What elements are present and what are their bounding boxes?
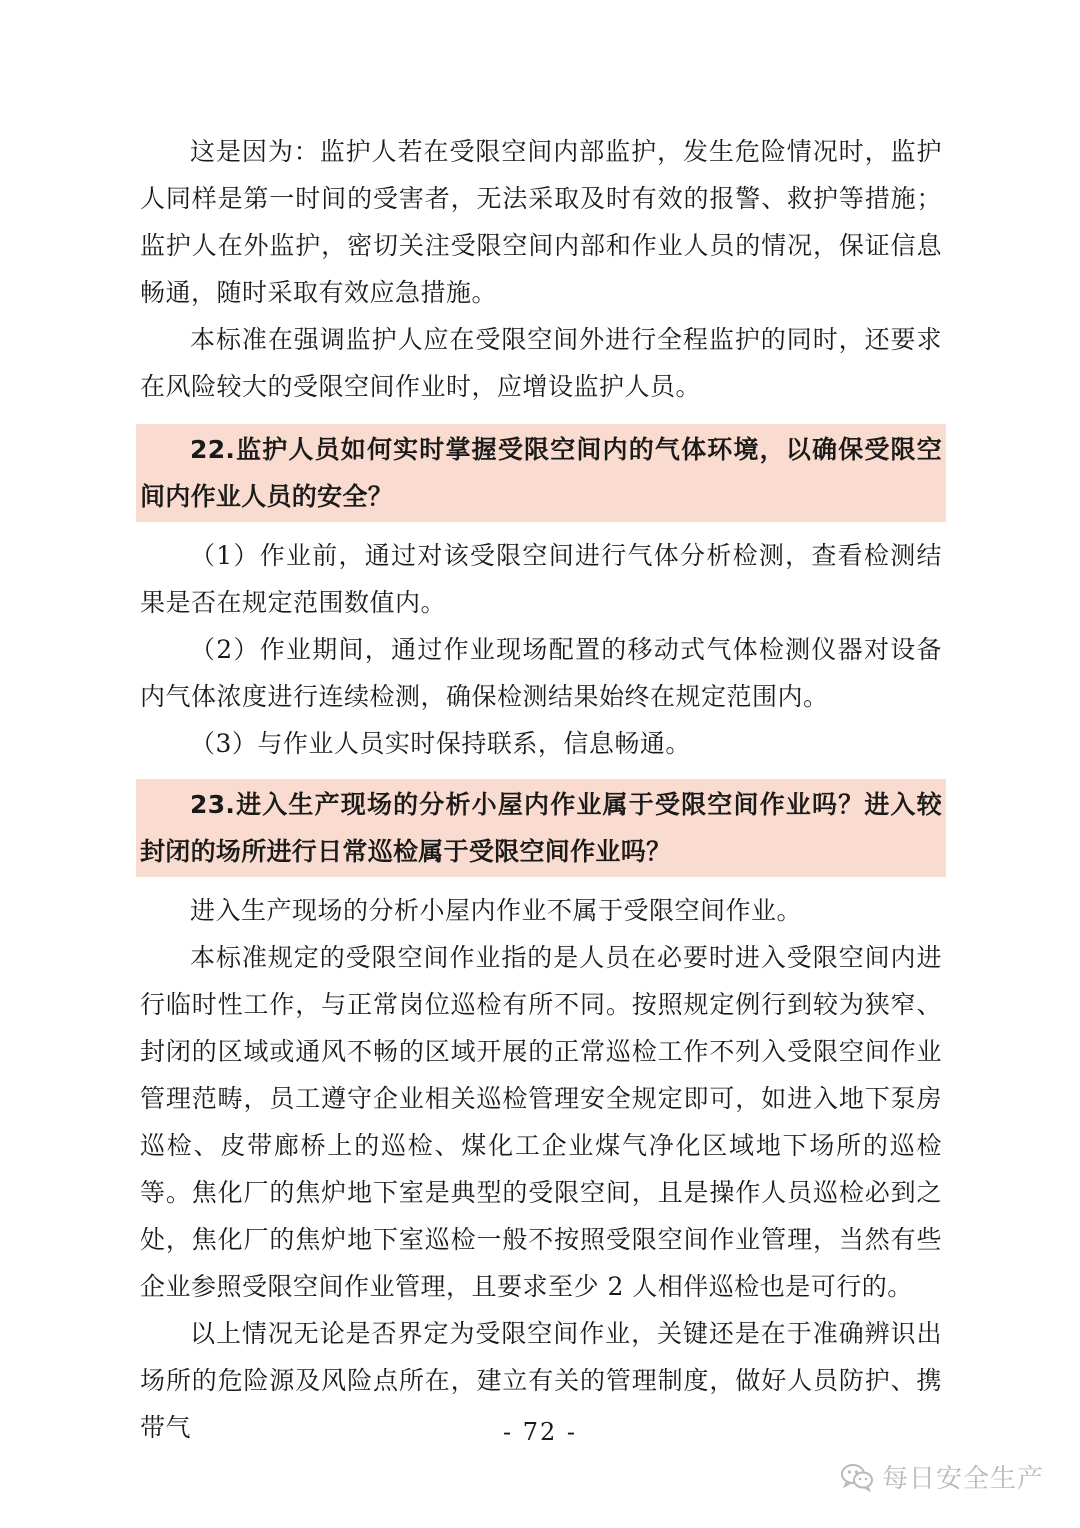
- question-22-box: [136, 424, 946, 522]
- watermark-text: 每日安全生产: [881, 1464, 1044, 1494]
- wechat-icon: [840, 1462, 874, 1492]
- paragraph-reason: 这是因为：监护人若在受限空间内部监护，发生危险情况时，监护人同样是第一时间的受害者，无法采取及时有效的报警、救护等措施；监护人在外监护，密切关注受限空间内部和作业人员的情况，保证信息畅通，随时采取有效应急措施。: [140, 137, 942, 307]
- answer-23-paragraph-3: 以上情况无论是否界定为受限空间作业，关键还是在于准确辨识出场所的危险源及风险点所在，建立有关的管理制度，做好人员防护、携带气: [140, 1319, 942, 1442]
- watermark: [840, 1458, 1044, 1495]
- question-22-heading: 22.监护人员如何实时掌握受限空间内的气体环境，以确保受限空间内作业人员的安全？: [140, 435, 942, 511]
- page-number: - 72 -: [502, 1418, 577, 1446]
- answer-23-paragraph-2: 本标准规定的受限空间作业指的是人员在必要时进入受限空间内进行临时性工作，与正常岗位巡检有所不同。按照规定例行到较为狭窄、封闭的区域或通风不畅的区域开展的正常巡检工作不列入受限空间作业管理范畴，员工遵守企业相关巡检管理安全规定即可，如进入地下泵房巡检、皮带廊桥上的巡检、煤化工企业煤气净化区域地下场所的巡检等。焦化厂的焦炉地下室是典型的受限空间，且是操作人员巡检必到之处，焦化厂的焦炉地下室巡检一般不按照受限空间作业管理，当然有些企业参照受限空间作业管理，且要求至少 2 人相伴巡检也是可行的。: [140, 943, 942, 1301]
- page-content: [140, 128, 942, 1451]
- question-23-heading: 23.进入生产现场的分析小屋内作业属于受限空间作业吗？进入较封闭的场所进行日常巡检属于受限空间作业吗？: [140, 790, 942, 866]
- answer-23-paragraph-1: 进入生产现场的分析小屋内作业不属于受限空间作业。: [190, 896, 803, 925]
- answer-22-item-1: （1）作业前，通过对该受限空间进行气体分析检测，查看检测结果是否在规定范围数值内。: [140, 541, 942, 617]
- paragraph-standard: 本标准在强调监护人应在受限空间外进行全程监护的同时，还要求在风险较大的受限空间作业时，应增设监护人员。: [140, 325, 942, 401]
- answer-22-item-3: （3）与作业人员实时保持联系，信息畅通。: [190, 729, 691, 758]
- answer-22-item-2: （2）作业期间，通过作业现场配置的移动式气体检测仪器对设备内气体浓度进行连续检测，确保检测结果始终在规定范围内。: [140, 635, 942, 711]
- question-23-box: [136, 779, 946, 877]
